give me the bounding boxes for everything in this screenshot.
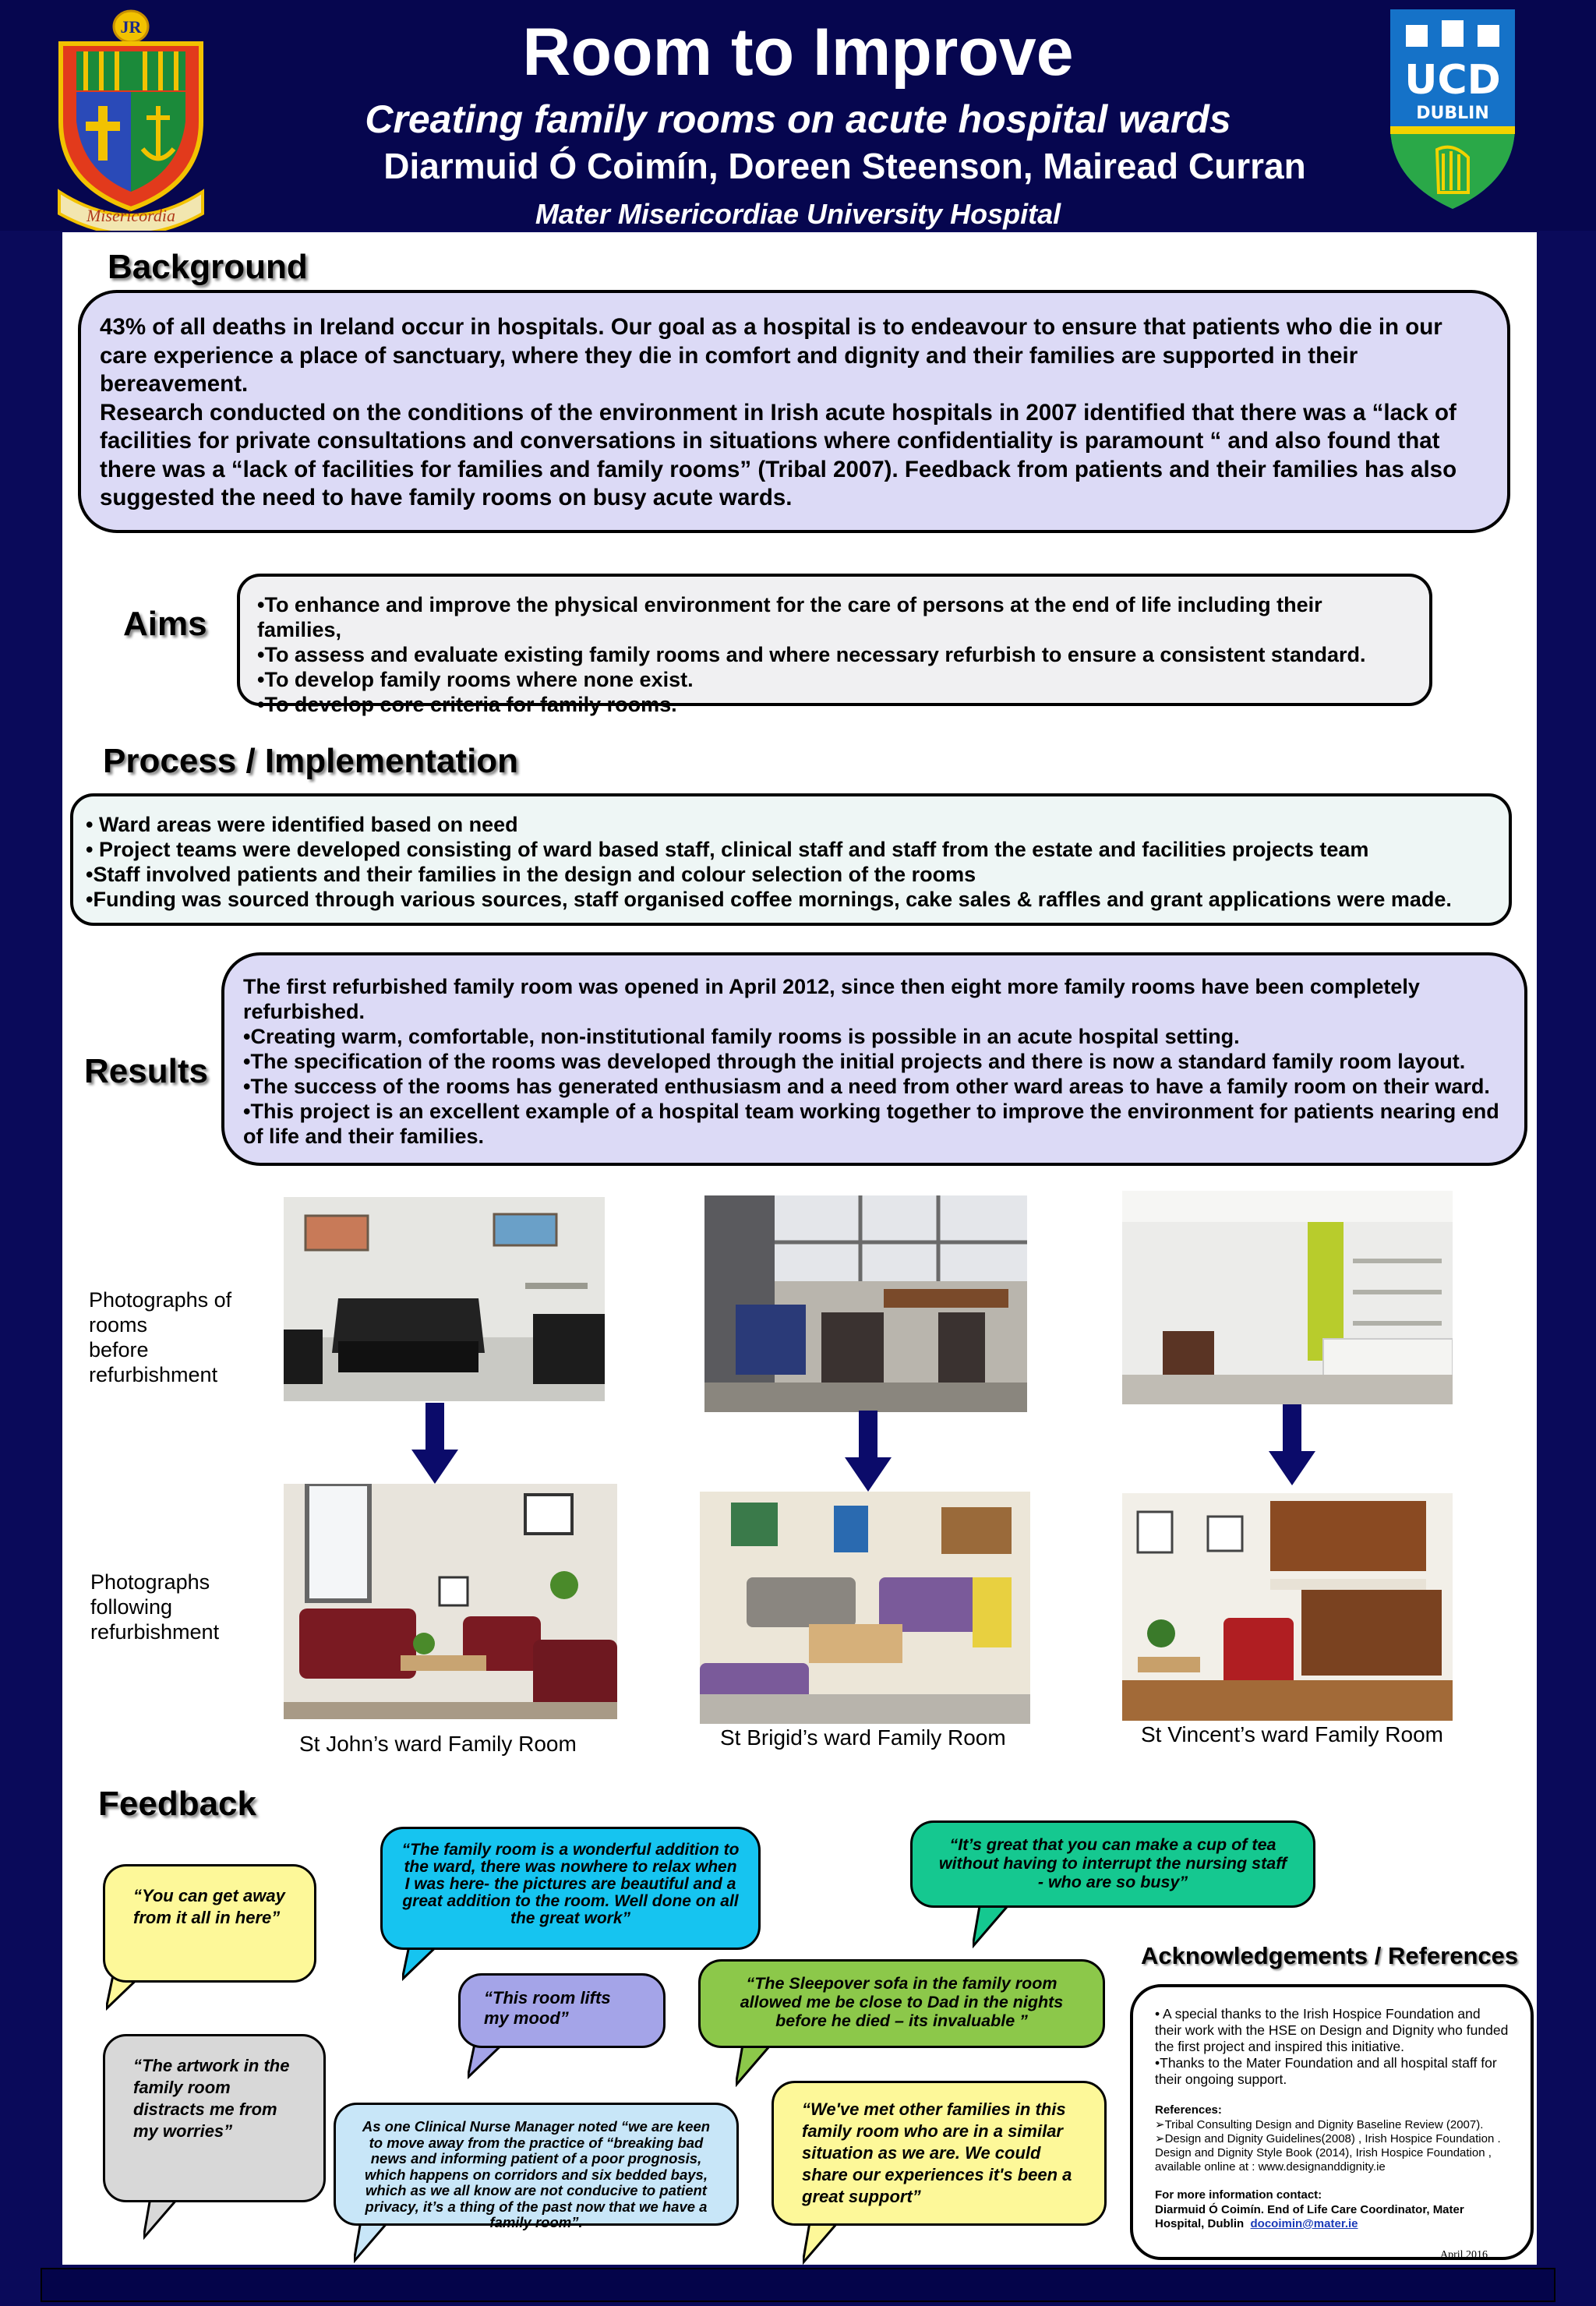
feedback-quote-8: “We've met other families in this family room who are in a similar situation as we are. We could share our experiences it's been a great support” [772,2081,1107,2226]
st-brigids-after-photo [700,1492,1030,1724]
poster-header [0,0,1596,231]
process-heading: Process / Implementation [103,742,519,780]
speech-bubble-tail [973,1902,1019,1948]
footer-bar [41,2268,1555,2302]
contact-text: Diarmuid Ó Coimín. End of Life Care Coordinator, Mater Hospital, Dublin [1155,2203,1464,2230]
references-list: ➢Tribal Consulting Design and Dignity Baseline Review (2007). ➢Design and Dignity Guidelines(2008) , Irish Hospice Foundation . Design and Dignity Style Book (2014), Irish Hospice Foundation , available online at : www.designanddignity.ie [1155,2118,1501,2174]
contact-heading: For more information contact: [1155,2188,1322,2202]
aims-box: •To enhance and improve the physical environment for the care of persons at the end of life including their families, •To assess and evaluate existing family rooms and where necessary refurbish to ensure a consistent standard. •To develop family rooms where none exist. •To develop core criteria for family rooms. [237,574,1432,706]
poster-title: Room to Improve [522,15,1074,90]
down-arrow-icon [845,1411,892,1495]
acknowledgements-heading: Acknowledgements / References [1141,1942,1519,1969]
after-photos-label: Photographs following refurbishment [90,1570,220,1644]
process-box: • Ward areas were identified based on need • Project teams were developed consisting of ward based staff, clinical staff and staff from the estate and facilities projects team •Staff involved patients and their families in the design and colour selection of the rooms •Funding was sourced through various sources, staff organised coffee mornings, cake sales & raffles and grant applications were made. [70,793,1512,926]
feedback-quote-6: “The artwork in the family room distracts me from my worries” [103,2034,326,2202]
poster-authors: Diarmuid Ó Coimín, Doreen Steenson, Mairead Curran [383,146,1306,186]
aims-heading: Aims [123,605,207,643]
feedback-quote-3: “It’s great that you can make a cup of tea without having to interrupt the nursing staff - who are so busy” [910,1820,1315,1908]
before-photos-label: Photographs of rooms before refurbishment [89,1288,232,1386]
results-heading: Results [84,1052,208,1090]
svg-text:Misericordia: Misericordia [86,206,176,225]
references-heading: References: [1155,2103,1222,2117]
poster-date: April 2016 [1440,2249,1488,2261]
st-brigids-before-photo [704,1195,1027,1412]
down-arrow-icon [411,1403,458,1487]
st-vincents-before-photo [1122,1191,1453,1404]
poster-hospital: Mater Misericordiae University Hospital [535,198,1061,230]
st-brigids-caption: St Brigid’s ward Family Room [720,1725,1006,1750]
svg-text:JR: JR [120,17,142,37]
references-box [1130,1984,1534,2260]
down-arrow-icon [1269,1404,1315,1488]
feedback-quote-7: As one Clinical Nurse Manager noted “we are keen to move away from the practice of “breaking bad news and informing patient of a poor prognosis, which happens on corridors and six bedded bays, which as we all know are not conducive to patient privacy, it’s a thing of the past now that we have a family room”. [334,2103,739,2226]
feedback-quote-5: “The Sleepover sofa in the family room allowed me be close to Dad in the nights before he died – its invaluable ” [698,1959,1105,2048]
feedback-heading: Feedback [98,1785,256,1823]
poster-subtitle: Creating family rooms on acute hospital wards [365,97,1231,141]
ucd-logo [1390,9,1515,209]
feedback-quote-1: “You can get away from it all in here” [103,1864,316,1983]
svg-text:DUBLIN: DUBLIN [1416,104,1489,123]
results-box: The first refurbished family room was opened in April 2012, since then eight more family rooms have been completely refurbished. •Creating warm, comfortable, non-institutional family rooms is possible in an acute hospital setting. •The specification of the rooms was developed through the initial projects and there is now a standard family room layout. •The success of the rooms has generated enthusiasm and a need from other ward areas to have a family room on their ward. •This project is an excellent example of a hospital team working together to improve the environment for patients nearing end of life and their families. [221,952,1527,1166]
st-vincents-caption: St Vincent’s ward Family Room [1141,1722,1443,1746]
st-johns-caption: St John’s ward Family Room [299,1732,577,1756]
feedback-quote-2: “The family room is a wonderful addition to the ward, there was nowhere to relax when I was here- the pictures are beautiful and a great addition to the room. Well done on all the great work” [380,1827,761,1950]
svg-text:UCD: UCD [1404,57,1501,104]
st-vincents-after-photo [1122,1493,1453,1721]
acknowledgement-thanks: • A special thanks to the Irish Hospice Foundation and their work with the HSE on Design and Dignity who funded the first project and inspired this initiative. •Thanks to the Mater Foundation and all hospital staff for their ongoing support. [1155,2006,1509,2087]
background-box: 43% of all deaths in Ireland occur in hospitals. Our goal as a hospital is to endeavour to ensure that patients who die in our care experience a place of sanctuary, where they die in comfort and dignity and their families are supported in their bereavement. Research conducted on the conditions of the environment in Irish acute hospitals in 2007 identified that there was a “lack of facilities for private consultations and conversations in situations where confidentiality is paramount “ and also found that there was a “lack of facilities for families and family rooms” (Tribal 2007). Feedback from patients and their families has also suggested the need to have family rooms on busy acute wards. [78,290,1510,533]
st-johns-after-photo [284,1484,617,1719]
feedback-quote-4: “This room lifts my mood” [458,1973,666,2048]
background-heading: Background [108,248,308,286]
st-johns-before-photo [284,1197,605,1401]
contact-email-link[interactable]: docoimin@mater.ie [1250,2217,1358,2230]
